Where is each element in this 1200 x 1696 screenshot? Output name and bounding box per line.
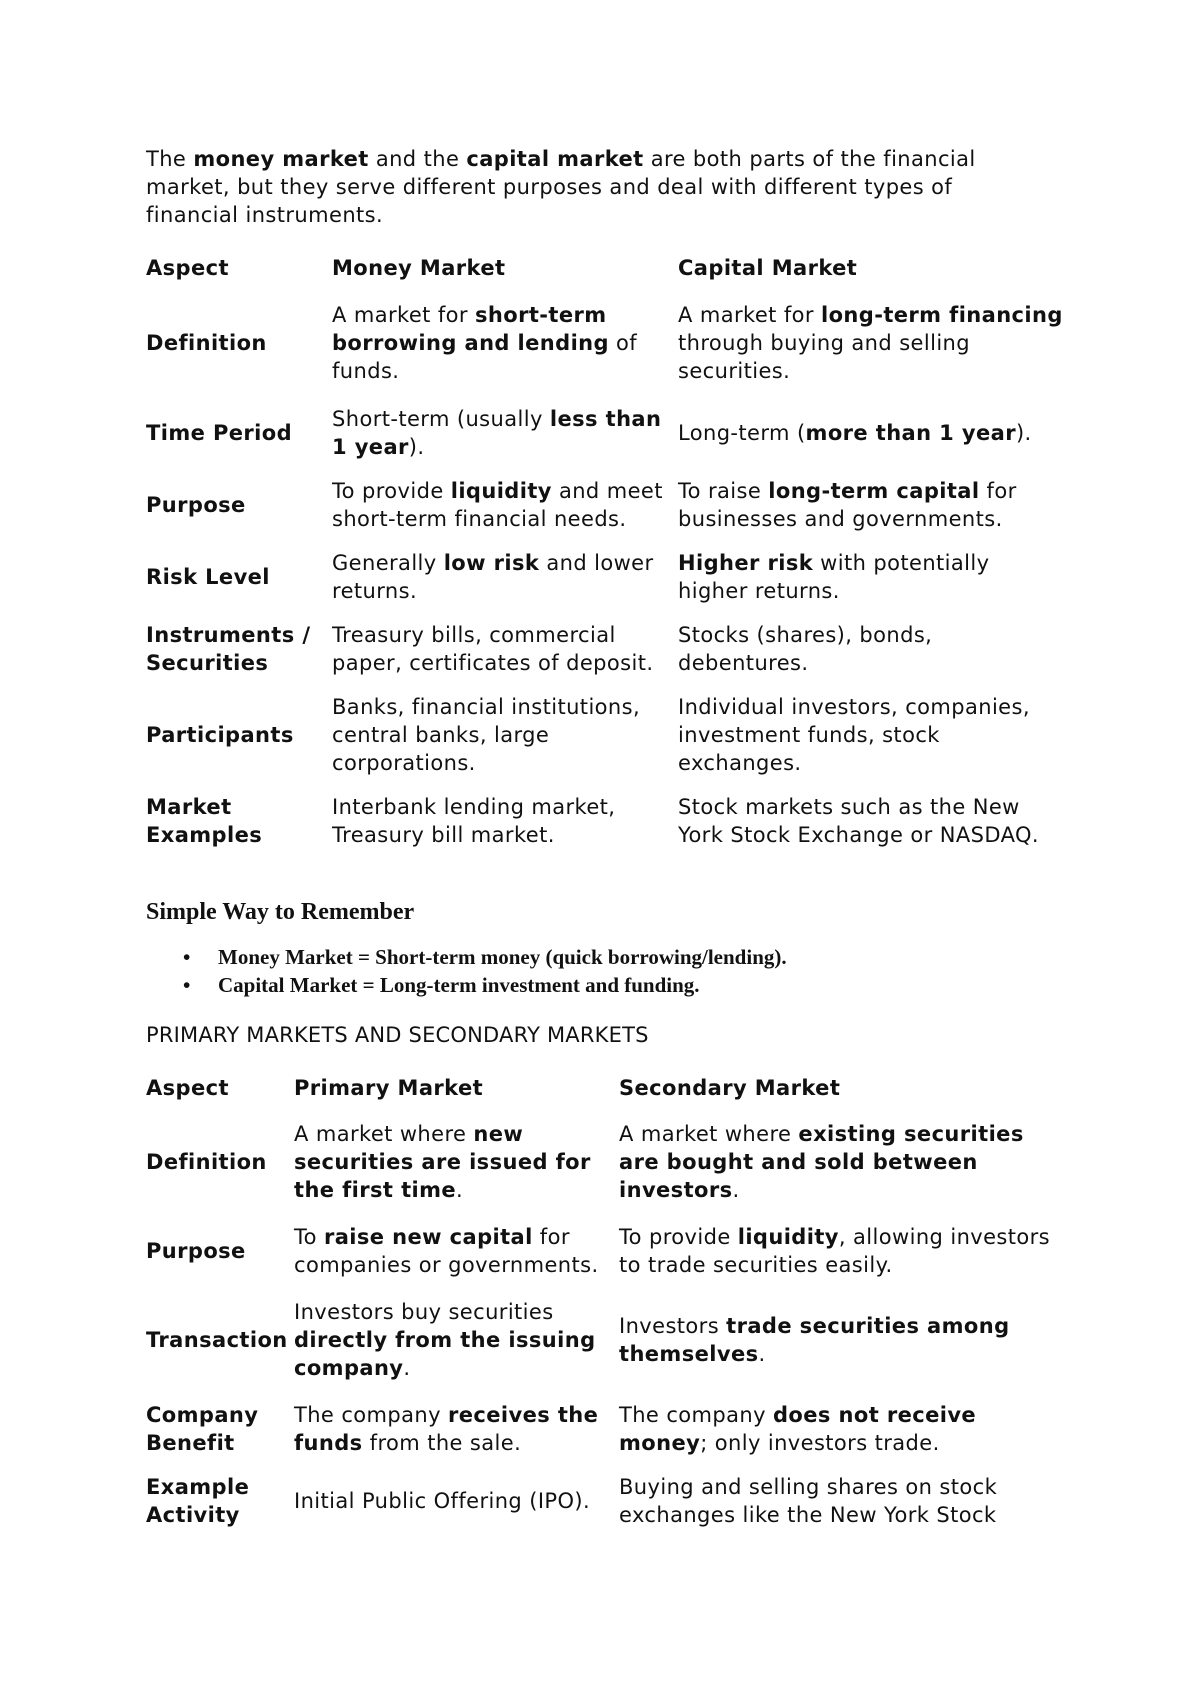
row-aspect: Purpose (146, 1239, 246, 1263)
bullet-icon: • (183, 973, 191, 997)
header-aspect: Aspect (146, 255, 229, 280)
bullet-icon: • (183, 945, 191, 969)
bold-text: short-term borrowing and lending (332, 303, 609, 355)
text-run: . (403, 1356, 411, 1380)
primary-market-cell (294, 1215, 619, 1287)
bold-text: does not receive money (619, 1403, 977, 1455)
capital-market-cell (678, 469, 1066, 541)
text-run: are both parts of the financial market, but they serve different purposes and deal with different types of financial instruments. (146, 147, 976, 227)
row-aspect: Definition (146, 331, 267, 355)
list-item-text: Money Market = Short-term money (quick borrowing/lending). (218, 945, 787, 969)
row-aspect: Instruments / Securities (146, 623, 311, 675)
intro-paragraph (146, 145, 1046, 229)
row-aspect: Company Benefit (146, 1403, 259, 1455)
list-item-text: Capital Market = Long-term investment and funding. (218, 973, 700, 997)
capital-market-cell (678, 785, 1066, 857)
text-run: , allowing investors to trade securities easily. (619, 1225, 1051, 1277)
row-aspect: Transaction (146, 1328, 288, 1352)
secondary-market-cell (619, 1287, 1051, 1393)
row-aspect: Time Period (146, 421, 293, 445)
row-aspect: Definition (146, 1150, 267, 1174)
secondary-market-cell (619, 1109, 1051, 1215)
bold-text: existing securities are bought and sold between investors (619, 1122, 1024, 1202)
primary-market-cell (294, 1109, 619, 1215)
text-run: The company (619, 1403, 773, 1427)
header-aspect: Aspect (146, 1075, 229, 1100)
list-item (146, 943, 1066, 971)
text-run: A market where (294, 1122, 474, 1146)
text-run: Stock markets such as the New York Stock Exchange or NASDAQ. (678, 795, 1040, 847)
bold-text: money market (193, 147, 369, 171)
bold-text: Higher risk (678, 551, 814, 575)
text-run: Individual investors, companies, investment funds, stock exchanges. (678, 695, 1030, 775)
capital-market-cell (678, 289, 1066, 397)
text-run: Interbank lending market, Treasury bill market. (332, 795, 616, 847)
row-aspect: Example Activity (146, 1475, 250, 1527)
capital-market-cell (678, 397, 1066, 469)
secondary-market-cell (619, 1215, 1051, 1287)
table-row (146, 685, 1066, 785)
text-run: of funds. (332, 331, 638, 383)
text-run: Generally (332, 551, 444, 575)
header-capital-market: Capital Market (678, 255, 858, 280)
header-money-market: Money Market (332, 255, 506, 280)
capital-market-cell (678, 685, 1066, 785)
text-run: Stocks (shares), bonds, debentures. (678, 623, 933, 675)
secondary-market-cell (619, 1465, 1051, 1537)
header-primary-market: Primary Market (294, 1075, 484, 1100)
bold-text: liquidity (737, 1225, 839, 1249)
text-run: Short-term (usually (332, 407, 550, 431)
table-row (146, 1109, 1051, 1215)
capital-market-cell (678, 613, 1066, 685)
text-run: . (758, 1342, 766, 1366)
row-aspect: Purpose (146, 493, 246, 517)
money-market-cell (332, 541, 678, 613)
table-row (146, 397, 1066, 469)
table-row (146, 1393, 1051, 1465)
money-capital-table (146, 246, 1066, 857)
bold-text: trade securities among themselves (619, 1314, 1010, 1366)
money-market-cell (332, 469, 678, 541)
text-run: Investors buy securities (294, 1300, 554, 1324)
text-run: To raise (678, 479, 769, 503)
document-page (146, 145, 1066, 1537)
table-row (146, 1215, 1051, 1287)
primary-secondary-table (146, 1066, 1051, 1537)
header-secondary-market: Secondary Market (619, 1075, 841, 1100)
primary-market-cell (294, 1465, 619, 1537)
table-row (146, 1465, 1051, 1537)
text-run: . (456, 1178, 464, 1202)
table-header-row (146, 246, 1066, 289)
bold-text: long-term financing (821, 303, 1063, 327)
text-run: ). (408, 435, 425, 459)
table-row (146, 541, 1066, 613)
bold-text: new securities are issued for the first time (294, 1122, 591, 1202)
text-run: A market for (678, 303, 821, 327)
secondary-market-cell (619, 1393, 1051, 1465)
text-run: A market for (332, 303, 475, 327)
bold-text: raise new capital (323, 1225, 533, 1249)
bold-text: more than 1 year (805, 421, 1016, 445)
money-market-cell (332, 397, 678, 469)
text-run: Initial Public Offering (IPO). (294, 1489, 591, 1513)
text-run: To provide (332, 479, 451, 503)
text-run: A market where (619, 1122, 799, 1146)
bold-text: capital market (466, 147, 644, 171)
table-row (146, 1287, 1051, 1393)
text-run: Buying and selling shares on stock exchanges like the New York Stock (619, 1475, 998, 1527)
money-market-cell (332, 289, 678, 397)
money-market-cell (332, 785, 678, 857)
list-item (146, 971, 1066, 999)
remember-list (146, 943, 1066, 999)
bold-text: receives the funds (294, 1403, 599, 1455)
table-header-row (146, 1066, 1051, 1109)
text-run: ). (1015, 421, 1032, 445)
section-title: PRIMARY MARKETS AND SECONDARY MARKETS (146, 1023, 649, 1047)
text-run: Long-term ( (678, 421, 806, 445)
row-aspect: Risk Level (146, 565, 270, 589)
row-aspect: Participants (146, 723, 294, 747)
table-row (146, 613, 1066, 685)
money-market-cell (332, 685, 678, 785)
text-run: Banks, financial institutions, central banks, large corporations. (332, 695, 641, 775)
text-run: for businesses and governments. (678, 479, 1017, 531)
text-run: and the (368, 147, 467, 171)
text-run: Treasury bills, commercial paper, certificates of deposit. (332, 623, 654, 675)
text-run: Investors (619, 1314, 727, 1338)
remember-heading: Simple Way to Remember (146, 899, 415, 925)
text-run: The (146, 147, 194, 171)
bold-text: long-term capital (768, 479, 980, 503)
primary-market-cell (294, 1393, 619, 1465)
table-row (146, 289, 1066, 397)
text-run: through buying and selling securities. (678, 331, 970, 383)
capital-market-cell (678, 541, 1066, 613)
text-run: . (732, 1178, 740, 1202)
money-market-cell (332, 613, 678, 685)
table-row (146, 785, 1066, 857)
text-run: The company (294, 1403, 448, 1427)
text-run: To provide (619, 1225, 738, 1249)
text-run: To (294, 1225, 324, 1249)
primary-market-cell (294, 1287, 619, 1393)
bold-text: less than 1 year (332, 407, 662, 459)
text-run: for companies or governments. (294, 1225, 599, 1277)
text-run: from the sale. (362, 1431, 522, 1455)
table-row (146, 469, 1066, 541)
bold-text: directly from the issuing company (294, 1328, 596, 1380)
bold-text: low risk (443, 551, 540, 575)
text-run: and lower returns. (332, 551, 654, 603)
text-run: and meet short-term financial needs. (332, 479, 663, 531)
row-aspect: Market Examples (146, 795, 263, 847)
text-run: ; only investors trade. (700, 1431, 940, 1455)
text-run: with potentially higher returns. (678, 551, 990, 603)
bold-text: liquidity (450, 479, 552, 503)
